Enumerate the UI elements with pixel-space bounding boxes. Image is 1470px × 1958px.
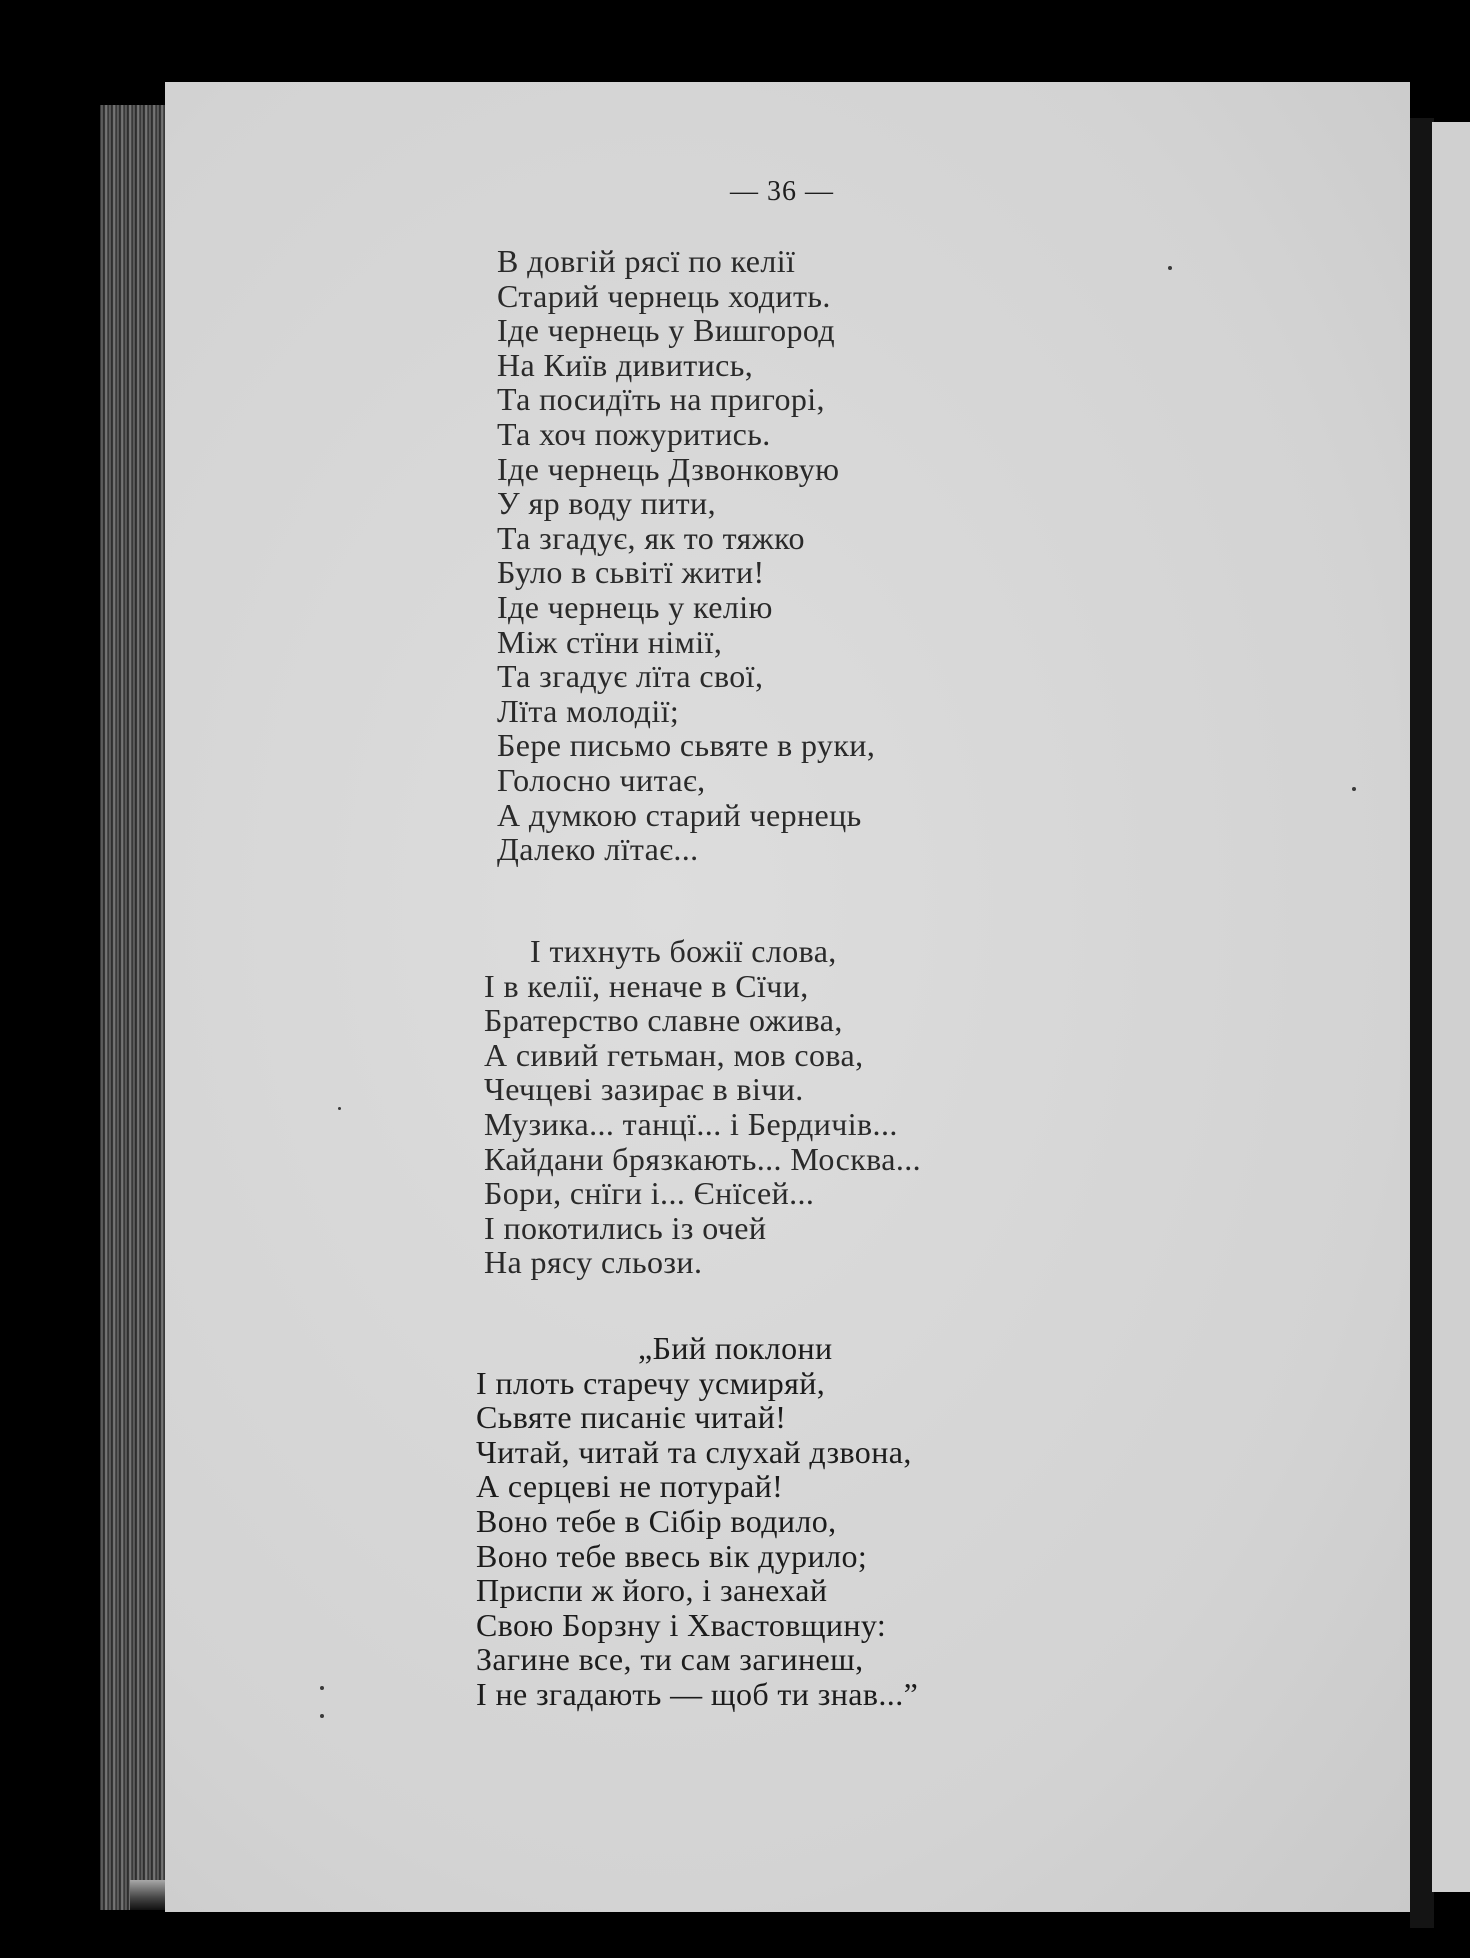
- poem-line: Та згадує лїта свої,: [497, 658, 764, 695]
- next-page-edge: [1432, 122, 1470, 1892]
- book-spine: [1410, 118, 1434, 1928]
- poem-line: І тихнуть божії слова,: [530, 933, 837, 969]
- poem-line: А серцеві не потурай!: [476, 1468, 784, 1505]
- poem-line: І в келії, неначе в Сїчи,: [484, 967, 809, 1004]
- poem-line: Старий чернець ходить.: [497, 277, 831, 314]
- poem-line: Було в сьвітї жити!: [497, 554, 765, 591]
- poem-line: Загине все, ти сам загинеш,: [476, 1641, 864, 1678]
- poem-line: І покотились із очей: [484, 1209, 767, 1246]
- poem-line: Іде чернець у келію: [497, 588, 773, 625]
- poem-line: Свою Борзну і Хвастовщину:: [476, 1606, 887, 1643]
- poem-line: Між стїни німії,: [497, 623, 723, 660]
- poem-line: Кайдани брязкають... Москва...: [484, 1140, 922, 1177]
- poem-line: Бори, снїги і... Єнїсей...: [484, 1175, 815, 1212]
- poem-line: Голосно читає,: [497, 761, 706, 798]
- poem-line: Музика... танцї... і Бердичів...: [484, 1105, 898, 1142]
- poem-line: Іде чернець Дзвонковую: [497, 450, 840, 487]
- poem-line: На Київ дивитись,: [497, 346, 754, 383]
- print-speck: [320, 1686, 324, 1690]
- poem-line: Бере письмо сьвяте в руки,: [497, 727, 876, 764]
- poem-line: Далеко лїтає...: [497, 831, 699, 868]
- print-speck: [1352, 787, 1356, 791]
- poem-line: Лїта молодії;: [497, 692, 680, 729]
- print-speck: [320, 1714, 324, 1718]
- poem-line: І плоть старечу усмиряй,: [476, 1364, 826, 1401]
- poem-line: І не згадають — щоб ти знав...”: [476, 1675, 919, 1712]
- poem-line: Іде чернець у Вишгород: [497, 312, 836, 349]
- stanza-2: [484, 934, 921, 1280]
- poem-line: Братерство славне ожива,: [484, 1002, 843, 1039]
- poem-line: Та згадує, як то тяжко: [497, 519, 805, 556]
- poem-line: У яр воду пити,: [497, 485, 716, 522]
- poem-line: А думкою старий чернець: [497, 796, 862, 833]
- page-number: — 36 —: [730, 176, 834, 207]
- print-speck: [338, 1107, 341, 1110]
- poem-line: „Бий поклони: [638, 1330, 833, 1366]
- poem-line: Читай, читай та слухай дзвона,: [476, 1433, 912, 1470]
- poem-line: Приспи ж його, і занехай: [476, 1572, 828, 1609]
- poem-line: Воно тебе ввесь вік дурило;: [476, 1537, 868, 1574]
- print-speck: [1168, 266, 1172, 270]
- poem-line: Воно тебе в Сібір водило,: [476, 1502, 837, 1539]
- stanza-1: [497, 244, 875, 867]
- poem-line: В довгій рясї по келії: [497, 243, 796, 279]
- poem-line: Чечцеві зазирає в вічи.: [484, 1071, 804, 1108]
- poem-line: А сивий гетьман, мов сова,: [484, 1036, 864, 1073]
- poem-line: Та посидїть на пригорі,: [497, 381, 825, 418]
- poem-line: На рясу сльози.: [484, 1244, 703, 1281]
- stanza-3: [476, 1331, 918, 1712]
- poem-line: Та хоч пожуритись.: [497, 415, 771, 452]
- poem-line: Сьвяте писаніє читай!: [476, 1399, 787, 1436]
